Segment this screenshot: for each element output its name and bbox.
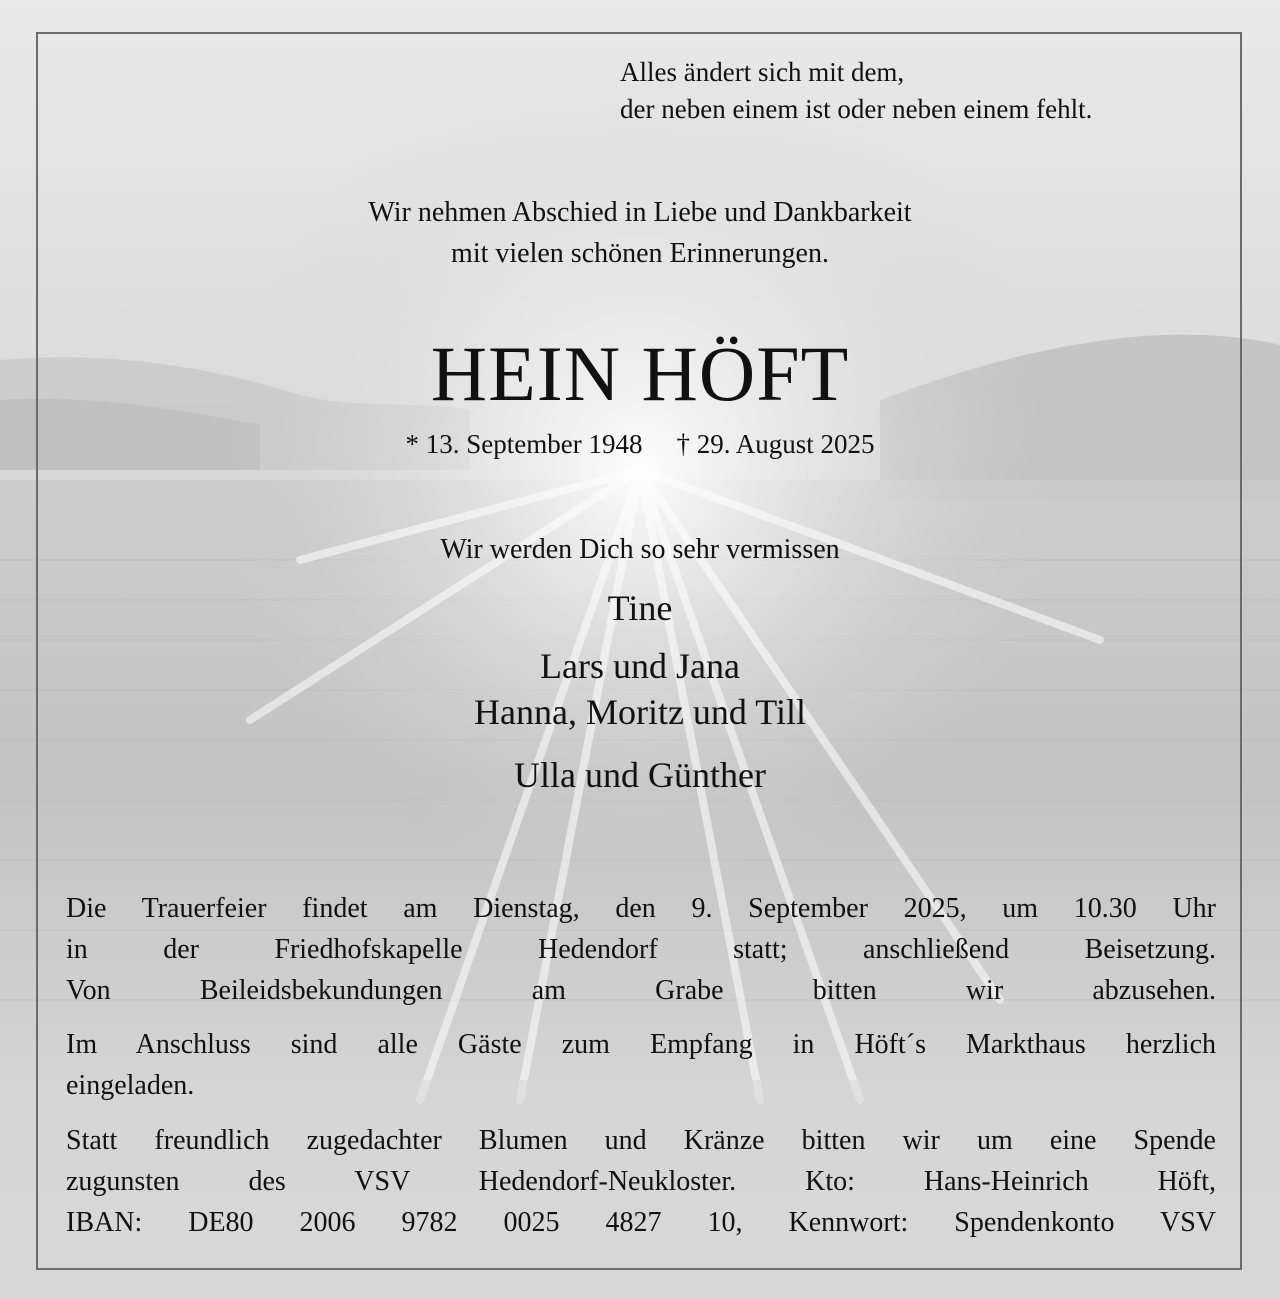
birth-date: * 13. September 1948 [405, 429, 643, 459]
motto-line: der neben einem ist oder neben einem fehlt. [620, 94, 1093, 124]
intro-line: mit vielen schönen Erinnerungen. [451, 238, 829, 269]
funeral-notice [66, 888, 1216, 1011]
mourner-name: Ulla und Günther [514, 755, 766, 795]
mourners-list [0, 585, 1280, 798]
mourner-name: Hanna, Moritz und Till [473, 692, 806, 732]
mourner-name: Lars und Jana [540, 646, 740, 686]
reception-notice [66, 1024, 1216, 1106]
notice-line: in der Friedhofskapelle Hedendorf statt; anschließend Beisetzung. [66, 934, 1216, 965]
motto-line: Alles ändert sich mit dem, [620, 57, 905, 87]
motto-quote [620, 54, 1240, 128]
mourner-name: Tine [607, 588, 673, 628]
notice-line: zugunsten des VSV Hedendorf-Neukloster. Kto: Hans-Heinrich Höft, [66, 1166, 1216, 1197]
notice-line: IBAN: DE80 2006 9782 0025 4827 10, Kennwort: Spendenkonto VSV [66, 1207, 1216, 1238]
death-date: † 29. August 2025 [676, 429, 875, 459]
notice-line: eingeladen. [66, 1070, 195, 1101]
donation-notice [66, 1120, 1216, 1243]
notice-line: Von Beileidsbekundungen am Grabe bitten wir abzusehen. [66, 975, 1216, 1006]
notice-line: Statt freundlich zugedachter Blumen und Kränze bitten wir um eine Spende [66, 1125, 1216, 1156]
farewell-line: Wir werden Dich so sehr vermissen [440, 534, 840, 565]
intro-line: Wir nehmen Abschied in Liebe und Dankbarkeit [368, 197, 912, 228]
notice-line: Die Trauerfeier findet am Dienstag, den 9. September 2025, um 10.30 Uhr [66, 893, 1216, 924]
life-dates [0, 424, 1280, 464]
deceased-name: HEIN HÖFT [430, 330, 850, 417]
notice-line: Im Anschluss sind alle Gäste zum Empfang in Höft´s Markthaus herzlich [66, 1029, 1216, 1060]
intro-text [0, 192, 1280, 274]
